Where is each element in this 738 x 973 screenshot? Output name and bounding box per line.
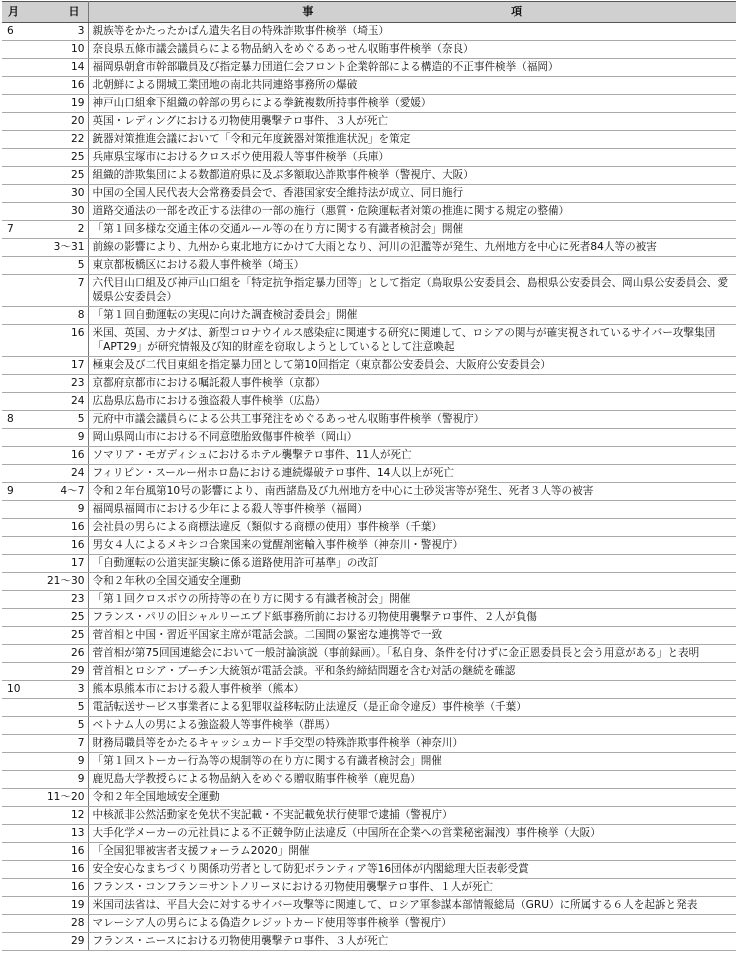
table-row xyxy=(2,429,736,447)
event-cell: 男女４人によるメキシコ合衆国来の覚醒剤密輸入事件検挙（神奈川・警視庁） xyxy=(88,537,736,555)
day-cell: 12 xyxy=(30,807,88,825)
month-cell xyxy=(2,555,30,573)
day-cell: 5 xyxy=(30,257,88,275)
day-cell: 11～20 xyxy=(30,789,88,807)
event-cell: マレーシア人の男らによる偽造クレジットカード使用等事件検挙（警視庁） xyxy=(88,915,736,933)
event-cell: 「第１回ストーカー行為等の規制等の在り方に関する有識者検討会」開催 xyxy=(88,753,736,771)
month-cell xyxy=(2,41,30,59)
event-cell: 安全安心なまちづくり関係功労者として防犯ボランティア等16団体が内閣総理大臣表彰受賞 xyxy=(88,861,736,879)
day-cell: 5 xyxy=(30,699,88,717)
day-cell: 3～31 xyxy=(30,239,88,257)
table-row xyxy=(2,501,736,519)
table-row xyxy=(2,59,736,77)
day-cell: 25 xyxy=(30,167,88,185)
month-cell xyxy=(2,167,30,185)
day-cell: 29 xyxy=(30,663,88,681)
day-cell: 3 xyxy=(30,23,88,41)
month-cell xyxy=(2,239,30,257)
event-cell: 鹿児島大学教授らによる物品納入をめぐる贈収賄事件検挙（鹿児島） xyxy=(88,771,736,789)
month-cell xyxy=(2,735,30,753)
month-cell: 8 xyxy=(2,411,30,429)
day-cell: 30 xyxy=(30,203,88,221)
event-cell: フランス・ニースにおける刃物使用襲撃テロ事件、３人が死亡 xyxy=(88,933,736,951)
month-cell xyxy=(2,933,30,951)
day-cell: 16 xyxy=(30,325,88,357)
month-cell xyxy=(2,825,30,843)
event-cell: 六代目山口組及び神戸山口組を「特定抗争指定暴力団等」として指定（鳥取県公安委員会、島根県公安委員会、岡山県公安委員会、愛媛県公安委員会） xyxy=(88,275,736,307)
table-row xyxy=(2,185,736,203)
event-cell: 銃器対策推進会議において「令和元年度銃器対策推進状況」を策定 xyxy=(88,131,736,149)
table-row xyxy=(2,753,736,771)
table-row xyxy=(2,131,736,149)
table-row xyxy=(2,573,736,591)
month-cell xyxy=(2,627,30,645)
day-cell: 19 xyxy=(30,897,88,915)
day-cell: 13 xyxy=(30,825,88,843)
month-cell xyxy=(2,149,30,167)
header-day: 日 xyxy=(30,2,88,23)
month-cell xyxy=(2,257,30,275)
event-cell: 北朝鮮による開城工業団地の南北共同連絡事務所の爆破 xyxy=(88,77,736,95)
month-cell xyxy=(2,429,30,447)
event-rows xyxy=(2,23,736,951)
event-cell: 令和２年台風第10号の影響により、南西諸島及び九州地方を中心に土砂災害等が発生、死者３人等の被害 xyxy=(88,483,736,501)
table-row xyxy=(2,203,736,221)
day-cell: 10 xyxy=(30,41,88,59)
table-row xyxy=(2,825,736,843)
event-cell: 道路交通法の一部を改正する法律の一部の施行（悪質・危険運転者対策の推進に関する規定の整備） xyxy=(88,203,736,221)
event-cell: フィリピン・スールー州ホロ島における連続爆破テロ事件、14人以上が死亡 xyxy=(88,465,736,483)
day-cell: 23 xyxy=(30,591,88,609)
day-cell: 16 xyxy=(30,861,88,879)
month-cell xyxy=(2,465,30,483)
table-row xyxy=(2,807,736,825)
table-row xyxy=(2,77,736,95)
month-cell xyxy=(2,717,30,735)
table-row xyxy=(2,717,736,735)
table-row xyxy=(2,933,736,951)
table-row xyxy=(2,447,736,465)
event-cell: 「自動運転の公道実証実験に係る道路使用許可基準」の改訂 xyxy=(88,555,736,573)
day-cell: 25 xyxy=(30,609,88,627)
month-cell xyxy=(2,843,30,861)
event-cell: 福岡県朝倉市幹部職員及び指定暴力団道仁会フロント企業幹部による構造的不正事件検挙（福岡） xyxy=(88,59,736,77)
event-cell: 岡山県岡山市における不同意堕胎致傷事件検挙（岡山） xyxy=(88,429,736,447)
event-cell: 菅首相とロシア・プーチン大統領が電話会談。平和条約締結問題を含む対話の継続を確認 xyxy=(88,663,736,681)
event-cell: 前線の影響により、九州から東北地方にかけて大雨となり、河川の氾濫等が発生、九州地方を中心に死者84人等の被害 xyxy=(88,239,736,257)
day-cell: 2 xyxy=(30,221,88,239)
table-row xyxy=(2,537,736,555)
day-cell: 16 xyxy=(30,879,88,897)
month-cell: 6 xyxy=(2,23,30,41)
event-cell: 米国司法省は、平昌大会に対するサイバー攻撃等に関連して、ロシア軍参謀本部情報総局（GRU）に所属する６人を起訴と発表 xyxy=(88,897,736,915)
event-cell: 京都府京都市における嘱託殺人事件検挙（京都） xyxy=(88,375,736,393)
table-row xyxy=(2,239,736,257)
table-row xyxy=(2,167,736,185)
table-row xyxy=(2,771,736,789)
day-cell: 9 xyxy=(30,771,88,789)
day-cell: 17 xyxy=(30,357,88,375)
day-cell: 8 xyxy=(30,307,88,325)
day-cell: 16 xyxy=(30,447,88,465)
day-cell: 30 xyxy=(30,185,88,203)
event-cell: 「全国犯罪被害者支援フォーラム2020」開催 xyxy=(88,843,736,861)
day-cell: 9 xyxy=(30,429,88,447)
table-row xyxy=(2,627,736,645)
chronology-table xyxy=(2,1,736,951)
table-row xyxy=(2,23,736,41)
day-cell: 24 xyxy=(30,465,88,483)
event-cell: 大手化学メーカーの元社員による不正競争防止法違反（中国所在企業への営業秘密漏洩）事件検挙（大阪） xyxy=(88,825,736,843)
month-cell xyxy=(2,591,30,609)
month-cell xyxy=(2,501,30,519)
month-cell xyxy=(2,393,30,411)
day-cell: 5 xyxy=(30,411,88,429)
month-cell xyxy=(2,753,30,771)
table-row xyxy=(2,645,736,663)
day-cell: 25 xyxy=(30,627,88,645)
event-cell: 奈良県五條市議会議員らによる物品納入をめぐるあっせん収賄事件検挙（奈良） xyxy=(88,41,736,59)
month-cell xyxy=(2,915,30,933)
table-row xyxy=(2,699,736,717)
table-row xyxy=(2,465,736,483)
table-row xyxy=(2,879,736,897)
table-row xyxy=(2,307,736,325)
event-cell: ソマリア・モガディシュにおけるホテル襲撃テロ事件、11人が死亡 xyxy=(88,447,736,465)
month-cell xyxy=(2,77,30,95)
day-cell: 16 xyxy=(30,519,88,537)
day-cell: 25 xyxy=(30,149,88,167)
month-cell xyxy=(2,95,30,113)
event-cell: フランス・コンフラン＝サントノリーヌにおける刃物使用襲撃テロ事件、１人が死亡 xyxy=(88,879,736,897)
table-row xyxy=(2,411,736,429)
day-cell: 16 xyxy=(30,77,88,95)
month-cell xyxy=(2,307,30,325)
month-cell xyxy=(2,699,30,717)
month-cell: 7 xyxy=(2,221,30,239)
event-cell: 「第１回多様な交通主体の交通ルール等の在り方に関する有識者検討会」開催 xyxy=(88,221,736,239)
header-event-left: 事 xyxy=(302,5,314,18)
table-row xyxy=(2,325,736,357)
table-row xyxy=(2,915,736,933)
table-row xyxy=(2,483,736,501)
month-cell xyxy=(2,325,30,357)
event-cell: 元府中市議会議員らによる公共工事発注をめぐるあっせん収賄事件検挙（警視庁） xyxy=(88,411,736,429)
event-cell: 令和２年秋の全国交通安全運動 xyxy=(88,573,736,591)
event-cell: 財務局職員等をかたるキャッシュカード手交型の特殊詐欺事件検挙（神奈川） xyxy=(88,735,736,753)
event-cell: 極東会及び二代目東組を指定暴力団として第10回指定（東京都公安委員会、大阪府公安委員会） xyxy=(88,357,736,375)
month-cell xyxy=(2,537,30,555)
table-row xyxy=(2,897,736,915)
event-cell: 親族等をかたったかばん遺失名目の特殊詐欺事件検挙（埼玉） xyxy=(88,23,736,41)
day-cell: 7 xyxy=(30,275,88,307)
day-cell: 19 xyxy=(30,95,88,113)
month-cell xyxy=(2,519,30,537)
month-cell xyxy=(2,573,30,591)
event-cell: フランス・パリの旧シャルリーエブド紙事務所前における刃物使用襲撃テロ事件、２人が負傷 xyxy=(88,609,736,627)
month-cell xyxy=(2,609,30,627)
day-cell: 22 xyxy=(30,131,88,149)
event-cell: 「第１回クロスボウの所持等の在り方に関する有識者検討会」開催 xyxy=(88,591,736,609)
month-cell xyxy=(2,375,30,393)
day-cell: 4～7 xyxy=(30,483,88,501)
day-cell: 29 xyxy=(30,933,88,951)
event-cell: 熊本県熊本市における殺人事件検挙（熊本） xyxy=(88,681,736,699)
day-cell: 21～30 xyxy=(30,573,88,591)
day-cell: 16 xyxy=(30,537,88,555)
event-cell: 兵庫県宝塚市におけるクロスボウ使用殺人等事件検挙（兵庫） xyxy=(88,149,736,167)
month-cell xyxy=(2,185,30,203)
event-cell: ベトナム人の男による強盗殺人等事件検挙（群馬） xyxy=(88,717,736,735)
month-cell xyxy=(2,897,30,915)
event-cell: 中国の全国人民代表大会常務委員会で、香港国家安全維持法が成立、同日施行 xyxy=(88,185,736,203)
month-cell xyxy=(2,447,30,465)
event-cell: 電話転送サービス事業者による犯罪収益移転防止法違反（是正命令違反）事件検挙（千葉） xyxy=(88,699,736,717)
table-row xyxy=(2,735,736,753)
day-cell: 28 xyxy=(30,915,88,933)
month-cell: 10 xyxy=(2,681,30,699)
table-row xyxy=(2,41,736,59)
table-row xyxy=(2,221,736,239)
table-row xyxy=(2,149,736,167)
table-row xyxy=(2,591,736,609)
header-month: 月 xyxy=(2,2,30,23)
table-row xyxy=(2,357,736,375)
table-row xyxy=(2,113,736,131)
day-cell: 20 xyxy=(30,113,88,131)
month-cell xyxy=(2,203,30,221)
month-cell xyxy=(2,861,30,879)
day-cell: 9 xyxy=(30,753,88,771)
day-cell: 26 xyxy=(30,645,88,663)
table-row xyxy=(2,663,736,681)
month-cell xyxy=(2,771,30,789)
month-cell xyxy=(2,807,30,825)
table-row xyxy=(2,843,736,861)
month-cell xyxy=(2,645,30,663)
table-row xyxy=(2,555,736,573)
event-cell: 組織的詐欺集団による数都道府県に及ぶ多額取込詐欺事件検挙（警視庁、大阪） xyxy=(88,167,736,185)
day-cell: 16 xyxy=(30,843,88,861)
day-cell: 9 xyxy=(30,501,88,519)
day-cell: 23 xyxy=(30,375,88,393)
table-row xyxy=(2,861,736,879)
event-cell: 広島県広島市における強盗殺人事件検挙（広島） xyxy=(88,393,736,411)
table-row xyxy=(2,519,736,537)
table-row xyxy=(2,681,736,699)
table-row xyxy=(2,789,736,807)
table-row xyxy=(2,393,736,411)
event-cell: 英国・レディングにおける刃物使用襲撃テロ事件、３人が死亡 xyxy=(88,113,736,131)
header-row xyxy=(2,2,736,23)
month-cell xyxy=(2,357,30,375)
event-cell: 神戸山口組傘下組織の幹部の男らによる拳銃複数所持事件検挙（愛媛） xyxy=(88,95,736,113)
day-cell: 17 xyxy=(30,555,88,573)
event-cell: 福岡県福岡市における少年による殺人等事件検挙（福岡） xyxy=(88,501,736,519)
month-cell xyxy=(2,59,30,77)
event-cell: 米国、英国、カナダは、新型コロナウイルス感染症に関連する研究に関連して、ロシアの関与が確実視されているサイバー攻撃集団「APT29」が研究情報及び知的財産を窃取しようとしているとして注意喚起 xyxy=(88,325,736,357)
event-cell: 令和２年全国地域安全運動 xyxy=(88,789,736,807)
month-cell xyxy=(2,663,30,681)
month-cell xyxy=(2,275,30,307)
day-cell: 3 xyxy=(30,681,88,699)
table-row xyxy=(2,257,736,275)
event-cell: 東京都板橋区における殺人事件検挙（埼玉） xyxy=(88,257,736,275)
event-cell: 中核派非公然活動家を免状不実記載・不実記載免状行使罪で逮捕（警視庁） xyxy=(88,807,736,825)
table-row xyxy=(2,275,736,307)
header-event xyxy=(88,2,736,23)
month-cell xyxy=(2,131,30,149)
event-cell: 会社員の男らによる商標法違反（類似する商標の使用）事件検挙（千葉） xyxy=(88,519,736,537)
day-cell: 7 xyxy=(30,735,88,753)
day-cell: 24 xyxy=(30,393,88,411)
month-cell xyxy=(2,113,30,131)
event-cell: 菅首相が第75回国連総会において一般討論演説（事前録画）。「私自身、条件を付けずに金正恩委員長と会う用意がある」と表明 xyxy=(88,645,736,663)
table-row xyxy=(2,95,736,113)
day-cell: 5 xyxy=(30,717,88,735)
event-cell: 「第１回自動運転の実現に向けた調査検討委員会」開催 xyxy=(88,307,736,325)
table-row xyxy=(2,609,736,627)
day-cell: 14 xyxy=(30,59,88,77)
month-cell xyxy=(2,789,30,807)
month-cell xyxy=(2,879,30,897)
header-event-right: 項 xyxy=(511,5,523,18)
month-cell: 9 xyxy=(2,483,30,501)
table-row xyxy=(2,375,736,393)
event-cell: 菅首相と中国・習近平国家主席が電話会談。二国間の緊密な連携等で一致 xyxy=(88,627,736,645)
